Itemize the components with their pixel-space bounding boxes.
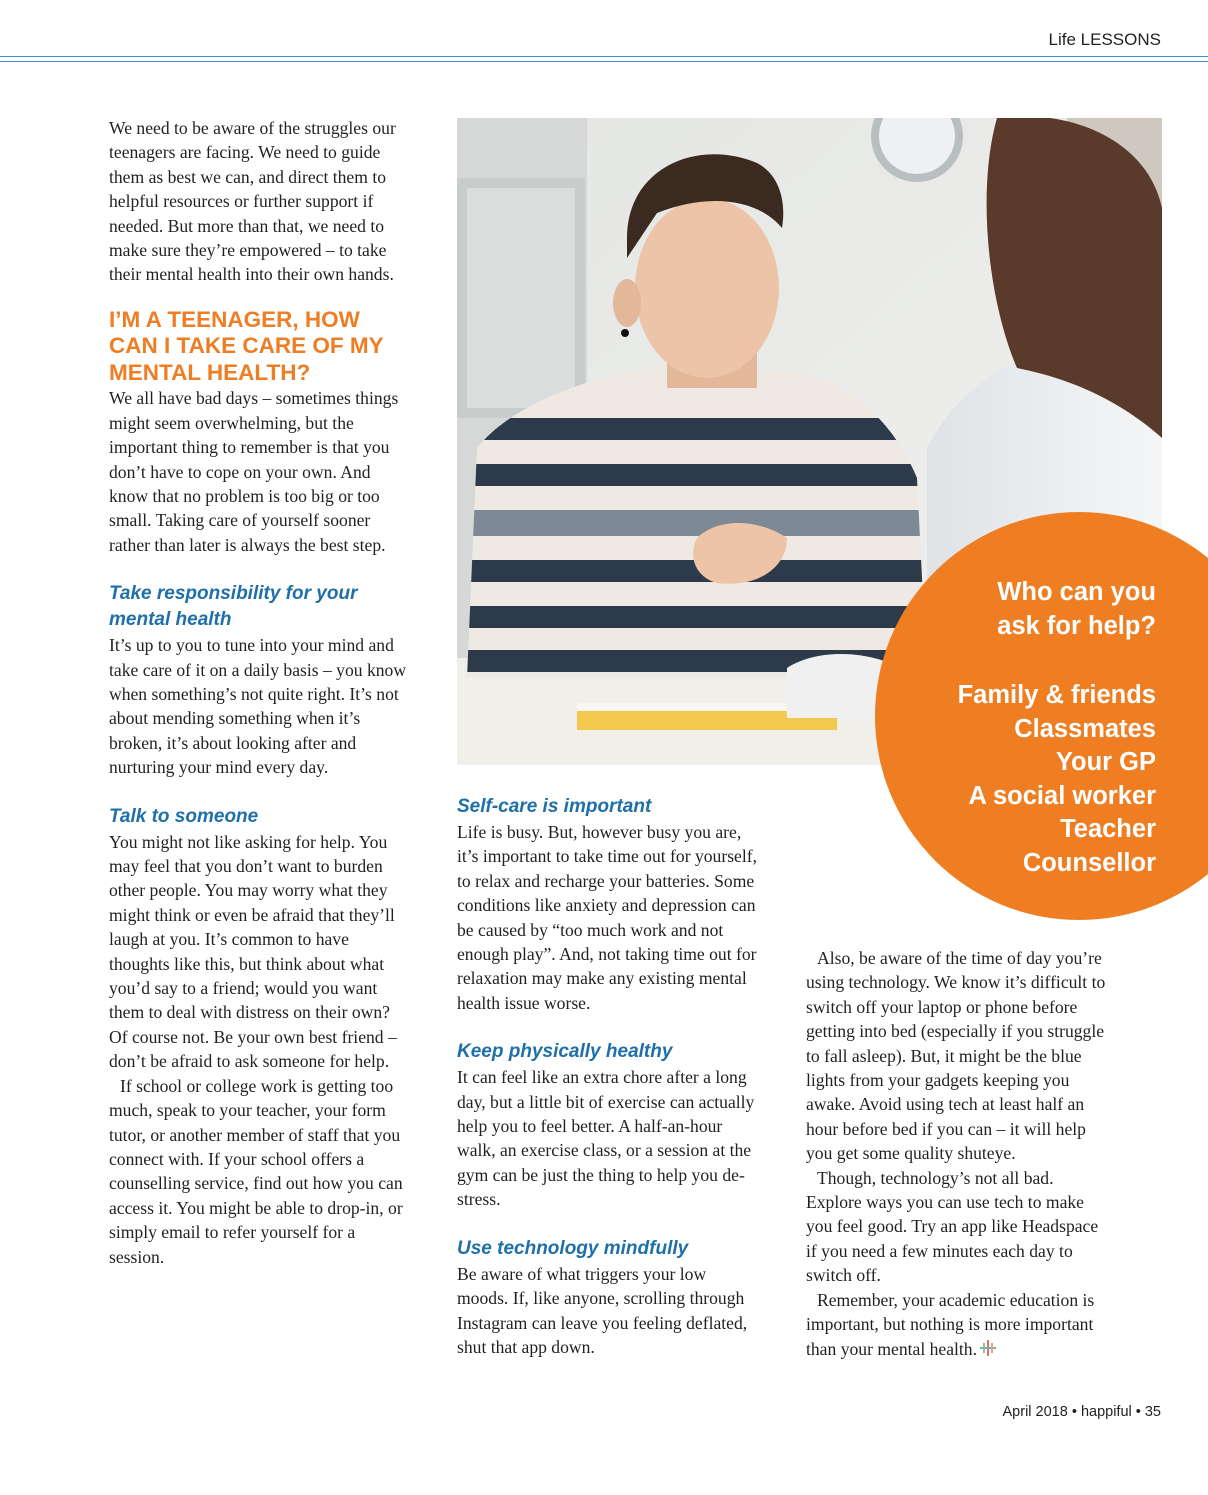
help-callout-content bbox=[958, 576, 1156, 880]
column-2 bbox=[457, 794, 757, 1359]
callout-item: Family & friends bbox=[957, 681, 1156, 709]
technology-not-bad-paragraph: Though, technology’s not all bad. Explore ways you can use tech to make you feel good. Try an app like Headspace if you need a few minutes each day to switch off. bbox=[806, 1167, 1099, 1286]
subheading-talk-to-someone: Talk to someone bbox=[109, 805, 259, 827]
callout-item: Counsellor bbox=[1022, 848, 1156, 877]
header-rule-bottom bbox=[0, 61, 1208, 62]
main-heading: I’M A TEENAGER, HOW CAN I TAKE CARE OF MY MENTAL HEALTH? bbox=[109, 306, 384, 385]
talk-to-someone-paragraph: You might not like asking for help. You may feel that you don’t want to burden other people. You may worry what they might think or even be afraid that they’ll laugh at you. It’s common to have thoughts like this, but think about what you’d say to a friend; would you want them to deal with distress on their own? Of course not. Be your own best friend – don’t be afraid to ask someone for help. bbox=[109, 831, 397, 1072]
technology-paragraph: Be aware of what triggers your low moods. If, like anyone, scrolling through Instagram can leave you feeling deflated, shut that app down. bbox=[457, 1263, 748, 1357]
closing-paragraph bbox=[806, 1288, 1106, 1361]
take-responsibility-paragraph: It’s up to you to tune into your mind and take care of it on a daily basis – you know when something’s not quite right. It’s not about mending something when it’s broken, it’s about looking after and nurturing your mind every day. bbox=[109, 635, 407, 778]
page-footer: April 2018 • happiful • 35 bbox=[1002, 1404, 1161, 1420]
column-3 bbox=[806, 946, 1106, 1361]
closing-text: Remember, your academic education is important, but nothing is more important than your mental health. bbox=[806, 1289, 1095, 1359]
subheading-self-care: Self-care is important bbox=[457, 796, 652, 817]
school-paragraph: If school or college work is getting too much, speak to your teacher, your form tutor, or another member of staff that you connect with. If your school offers a counselling service, find out how you can access it. You might be able to drop-in, or simply email to refer yourself for a session. bbox=[109, 1075, 403, 1267]
intro-paragraph: We need to be aware of the struggles our teenagers are facing. We need to guide them as best we can, and direct them to helpful resources or further support if needed. But more than that, we need to make sure they’re empowered – to take their mental health into their own hands. bbox=[109, 118, 396, 285]
header-rule-top bbox=[0, 56, 1208, 57]
end-mark-icon bbox=[979, 1339, 997, 1357]
subheading-technology: Use technology mindfully bbox=[457, 1237, 689, 1259]
callout-item: A social worker bbox=[968, 781, 1156, 810]
subheading-physically-healthy: Keep physically healthy bbox=[457, 1041, 673, 1063]
physically-healthy-paragraph: It can feel like an extra chore after a long day, but a little bit of exercise can actually help you to feel better. A half-an-hour walk, an exercise class, or a session at the gym can be just the thing to help you de-stress. bbox=[457, 1067, 755, 1210]
callout-item: Your GP bbox=[1055, 748, 1156, 776]
callout-spacer bbox=[958, 643, 1156, 679]
section-label: Life LESSONS bbox=[1048, 30, 1161, 49]
subheading-take-responsibility: Take responsibility for your mental health bbox=[109, 583, 358, 631]
self-care-paragraph: Life is busy. But, however busy you are, it’s important to take time out for yourself, to relax and recharge your batteries. Some conditions like anxiety and depression can be caused by “too much work and not enough play”. And, not taking time out for relaxation may make any existing mental health issue worse. bbox=[457, 822, 758, 1013]
column-1 bbox=[109, 116, 409, 1269]
callout-title-line-2: ask for help? bbox=[997, 611, 1156, 640]
callout-item: Teacher bbox=[1060, 815, 1156, 843]
time-of-day-paragraph: Also, be aware of the time of day you’re using technology. We know it’s difficult to switch off your laptop or phone before getting into bed (especially if you struggle to fall asleep). But, it might be the blue lights from your gadgets keeping you awake. Avoid using tech at least half an hour before bed if you can – it will help you get some quality shuteye. bbox=[806, 948, 1106, 1164]
callout-item: Classmates bbox=[1014, 714, 1156, 743]
callout-title-line-1: Who can you bbox=[997, 578, 1156, 606]
heading-paragraph: We all have bad days – sometimes things might seem overwhelming, but the important thing to remember is that you don’t have to cope on your own. And know that no problem is too big or too small. Taking care of yourself sooner rather than later is always the best step. bbox=[109, 388, 399, 555]
